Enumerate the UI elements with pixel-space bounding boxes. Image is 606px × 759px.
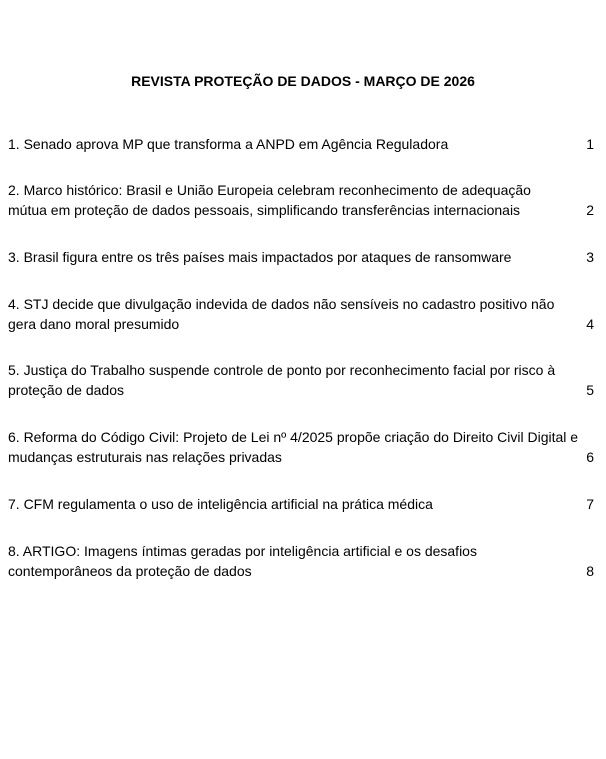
toc-entry-page-number: 2: [586, 202, 594, 218]
toc-entry-page-number: 5: [586, 382, 594, 398]
toc-entry-title: 1. Senado aprova MP que transforma a ANPD em Agência Reguladora: [8, 136, 449, 152]
toc-entry[interactable]: [8, 180, 594, 220]
toc-entry-page-number: 1: [586, 136, 594, 152]
toc-entry[interactable]: [8, 494, 594, 514]
toc-entry[interactable]: [8, 427, 594, 467]
toc-entry-title: 7. CFM regulamenta o uso de inteligência artificial na prática médica: [8, 496, 433, 512]
toc-entry[interactable]: [8, 134, 594, 154]
document-title: REVISTA PROTEÇÃO DE DADOS - MARÇO DE 2026: [131, 73, 475, 89]
toc-entry[interactable]: [8, 247, 594, 267]
toc-entry-page-number: 6: [586, 449, 594, 465]
toc-entry-title: 5. Justiça do Trabalho suspende controle de ponto por reconhecimento facial por risco à proteção de dados: [8, 362, 556, 398]
toc-entry[interactable]: [8, 541, 594, 581]
toc-entry-page-number: 7: [586, 496, 594, 512]
toc-entry-page-number: 8: [586, 563, 594, 579]
toc-entry-title: 6. Reforma do Código Civil: Projeto de Lei nº 4/2025 propõe criação do Direito Civil Digital e mudanças estruturais nas relações privadas: [8, 429, 579, 465]
toc-entry[interactable]: [8, 294, 594, 334]
toc-entry[interactable]: [8, 360, 594, 400]
toc-entry-title: 4. STJ decide que divulgação indevida de dados não sensíveis no cadastro positivo não gera dano moral presumido: [8, 296, 555, 332]
toc-entry-page-number: 3: [586, 249, 594, 265]
toc-entry-title: 3. Brasil figura entre os três países mais impactados por ataques de ransomware: [8, 249, 512, 265]
toc-entry-title: 8. ARTIGO: Imagens íntimas geradas por inteligência artificial e os desafios contemporâneos da proteção de dados: [8, 543, 477, 579]
toc-entry-title: 2. Marco histórico: Brasil e União Europeia celebram reconhecimento de adequação mútua em proteção de dados pessoais, simplificando transferências internacionais: [8, 182, 531, 218]
toc-entry-page-number: 4: [586, 316, 594, 332]
